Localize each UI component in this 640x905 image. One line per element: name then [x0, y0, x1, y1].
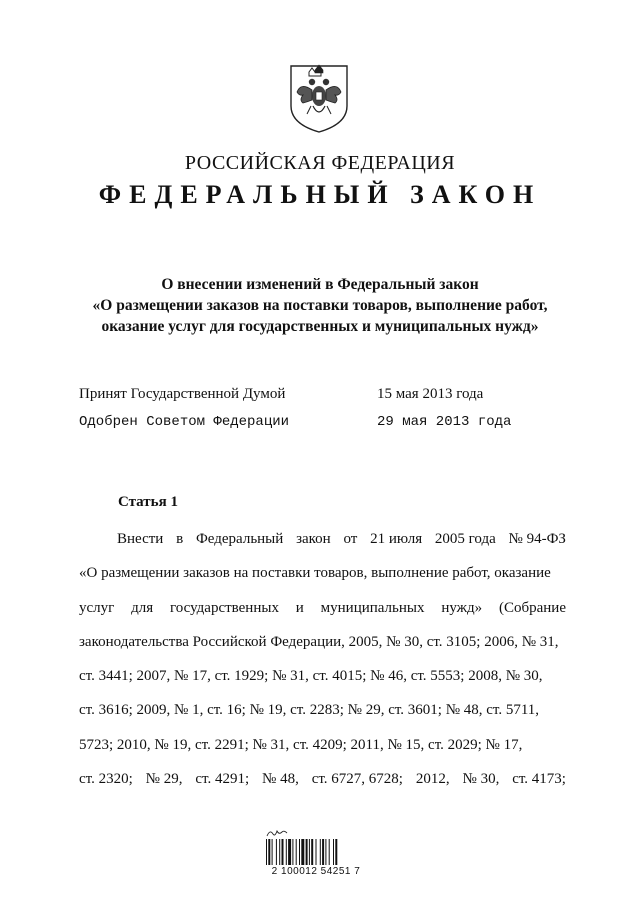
- text-fragment: муниципальных: [320, 599, 425, 616]
- article-heading: Статья 1: [118, 494, 178, 510]
- text-fragment: № 48,: [262, 771, 299, 788]
- barcode-bar: [288, 839, 291, 865]
- text-fragment: № 30,: [462, 771, 500, 788]
- barcode-bar: [266, 839, 267, 865]
- barcode-bar: [335, 839, 337, 865]
- barcode-bar: [286, 839, 287, 865]
- text-fragment: 2005 года: [434, 531, 496, 547]
- text-fragment: № 94-ФЗ: [508, 531, 566, 547]
- barcode-bar: [325, 839, 326, 865]
- barcode-bar: [322, 839, 324, 865]
- barcode: [262, 828, 370, 880]
- duma-adoption-label: Принят Государственной Думой: [79, 386, 286, 402]
- barcode-bar: [272, 839, 273, 865]
- text-fragment: для: [131, 599, 154, 616]
- country-name: РОССИЙСКАЯ ФЕДЕРАЦИЯ: [184, 152, 456, 174]
- barcode-bar: [309, 839, 310, 865]
- law-title-line: «О размещении заказов на поставки товаров, выполнение работ,: [92, 297, 548, 314]
- article-line: ст. 3441; 2007, № 17, ст. 1929; № 31, ст. 4015; № 46, ст. 5553; 2008, № 30,: [79, 668, 543, 685]
- council-approval-date: 29 мая 2013 года: [377, 414, 512, 430]
- council-approval-label: Одобрен Советом Федерации: [79, 414, 290, 430]
- barcode-bar: [333, 839, 334, 865]
- coat-of-arms-icon: [285, 62, 353, 134]
- barcode-bar: [279, 839, 280, 865]
- barcode-icon: [266, 839, 366, 865]
- article-line: ст. 3616; 2009, № 1, ст. 16; № 19, ст. 2283; № 29, ст. 3601; № 48, ст. 5711,: [79, 702, 540, 719]
- text-fragment: ст. 4291;: [195, 771, 250, 788]
- article-body: [79, 522, 566, 796]
- article-line: [79, 762, 566, 796]
- barcode-bar: [299, 839, 300, 865]
- law-title-line: оказание услуг для государственных и муниципальных нужд»: [101, 318, 539, 335]
- barcode-bar: [306, 839, 308, 865]
- text-fragment: нужд»: [441, 599, 483, 616]
- signature-icon: [266, 828, 288, 838]
- law-type-heading: ФЕДЕРАЛЬНЫЙ ЗАКОН: [98, 180, 542, 209]
- barcode-bar: [292, 839, 293, 865]
- text-fragment: ст. 6727, 6728;: [311, 771, 403, 788]
- barcode-bar: [329, 839, 330, 865]
- barcode-bar: [311, 839, 313, 865]
- text-fragment: Внести: [117, 531, 164, 547]
- article-line: законодательства Российской Федерации, 2005, № 30, ст. 3105; 2006, № 31,: [79, 633, 559, 650]
- text-fragment: услуг: [79, 599, 115, 616]
- text-fragment: № 29,: [145, 771, 183, 788]
- text-fragment: 2012,: [415, 771, 450, 788]
- barcode-bar: [316, 839, 317, 865]
- text-fragment: ст. 4173;: [512, 771, 566, 788]
- text-fragment: Федеральный: [195, 531, 284, 547]
- law-title: [60, 274, 580, 337]
- text-fragment: в: [176, 531, 184, 547]
- barcode-bar: [276, 839, 277, 865]
- barcode-bar: [282, 839, 284, 865]
- text-fragment: от: [343, 531, 358, 547]
- law-title-line: О внесении изменений в Федеральный закон: [161, 276, 479, 293]
- article-line: [79, 591, 566, 625]
- barcode-bar: [268, 839, 270, 865]
- text-fragment: ст. 2320;: [79, 771, 133, 788]
- article-line: [79, 522, 566, 556]
- text-fragment: (Собрание: [498, 599, 566, 616]
- duma-adoption-date: 15 мая 2013 года: [377, 386, 484, 402]
- article-line: 5723; 2010, № 19, ст. 2291; № 31, ст. 4209; 2011, № 15, ст. 2029; № 17,: [79, 736, 523, 753]
- article-line: «О размещении заказов на поставки товаров, выполнение работ, оказание: [79, 565, 551, 582]
- text-fragment: и: [295, 599, 304, 616]
- text-fragment: 21 июля: [370, 531, 423, 547]
- text-fragment: государственных: [169, 599, 279, 616]
- barcode-number: 2 100012 54251 7: [271, 866, 361, 877]
- barcode-bar: [320, 839, 321, 865]
- barcode-bar: [296, 839, 297, 865]
- text-fragment: закон: [296, 531, 331, 547]
- barcode-bar: [301, 839, 304, 865]
